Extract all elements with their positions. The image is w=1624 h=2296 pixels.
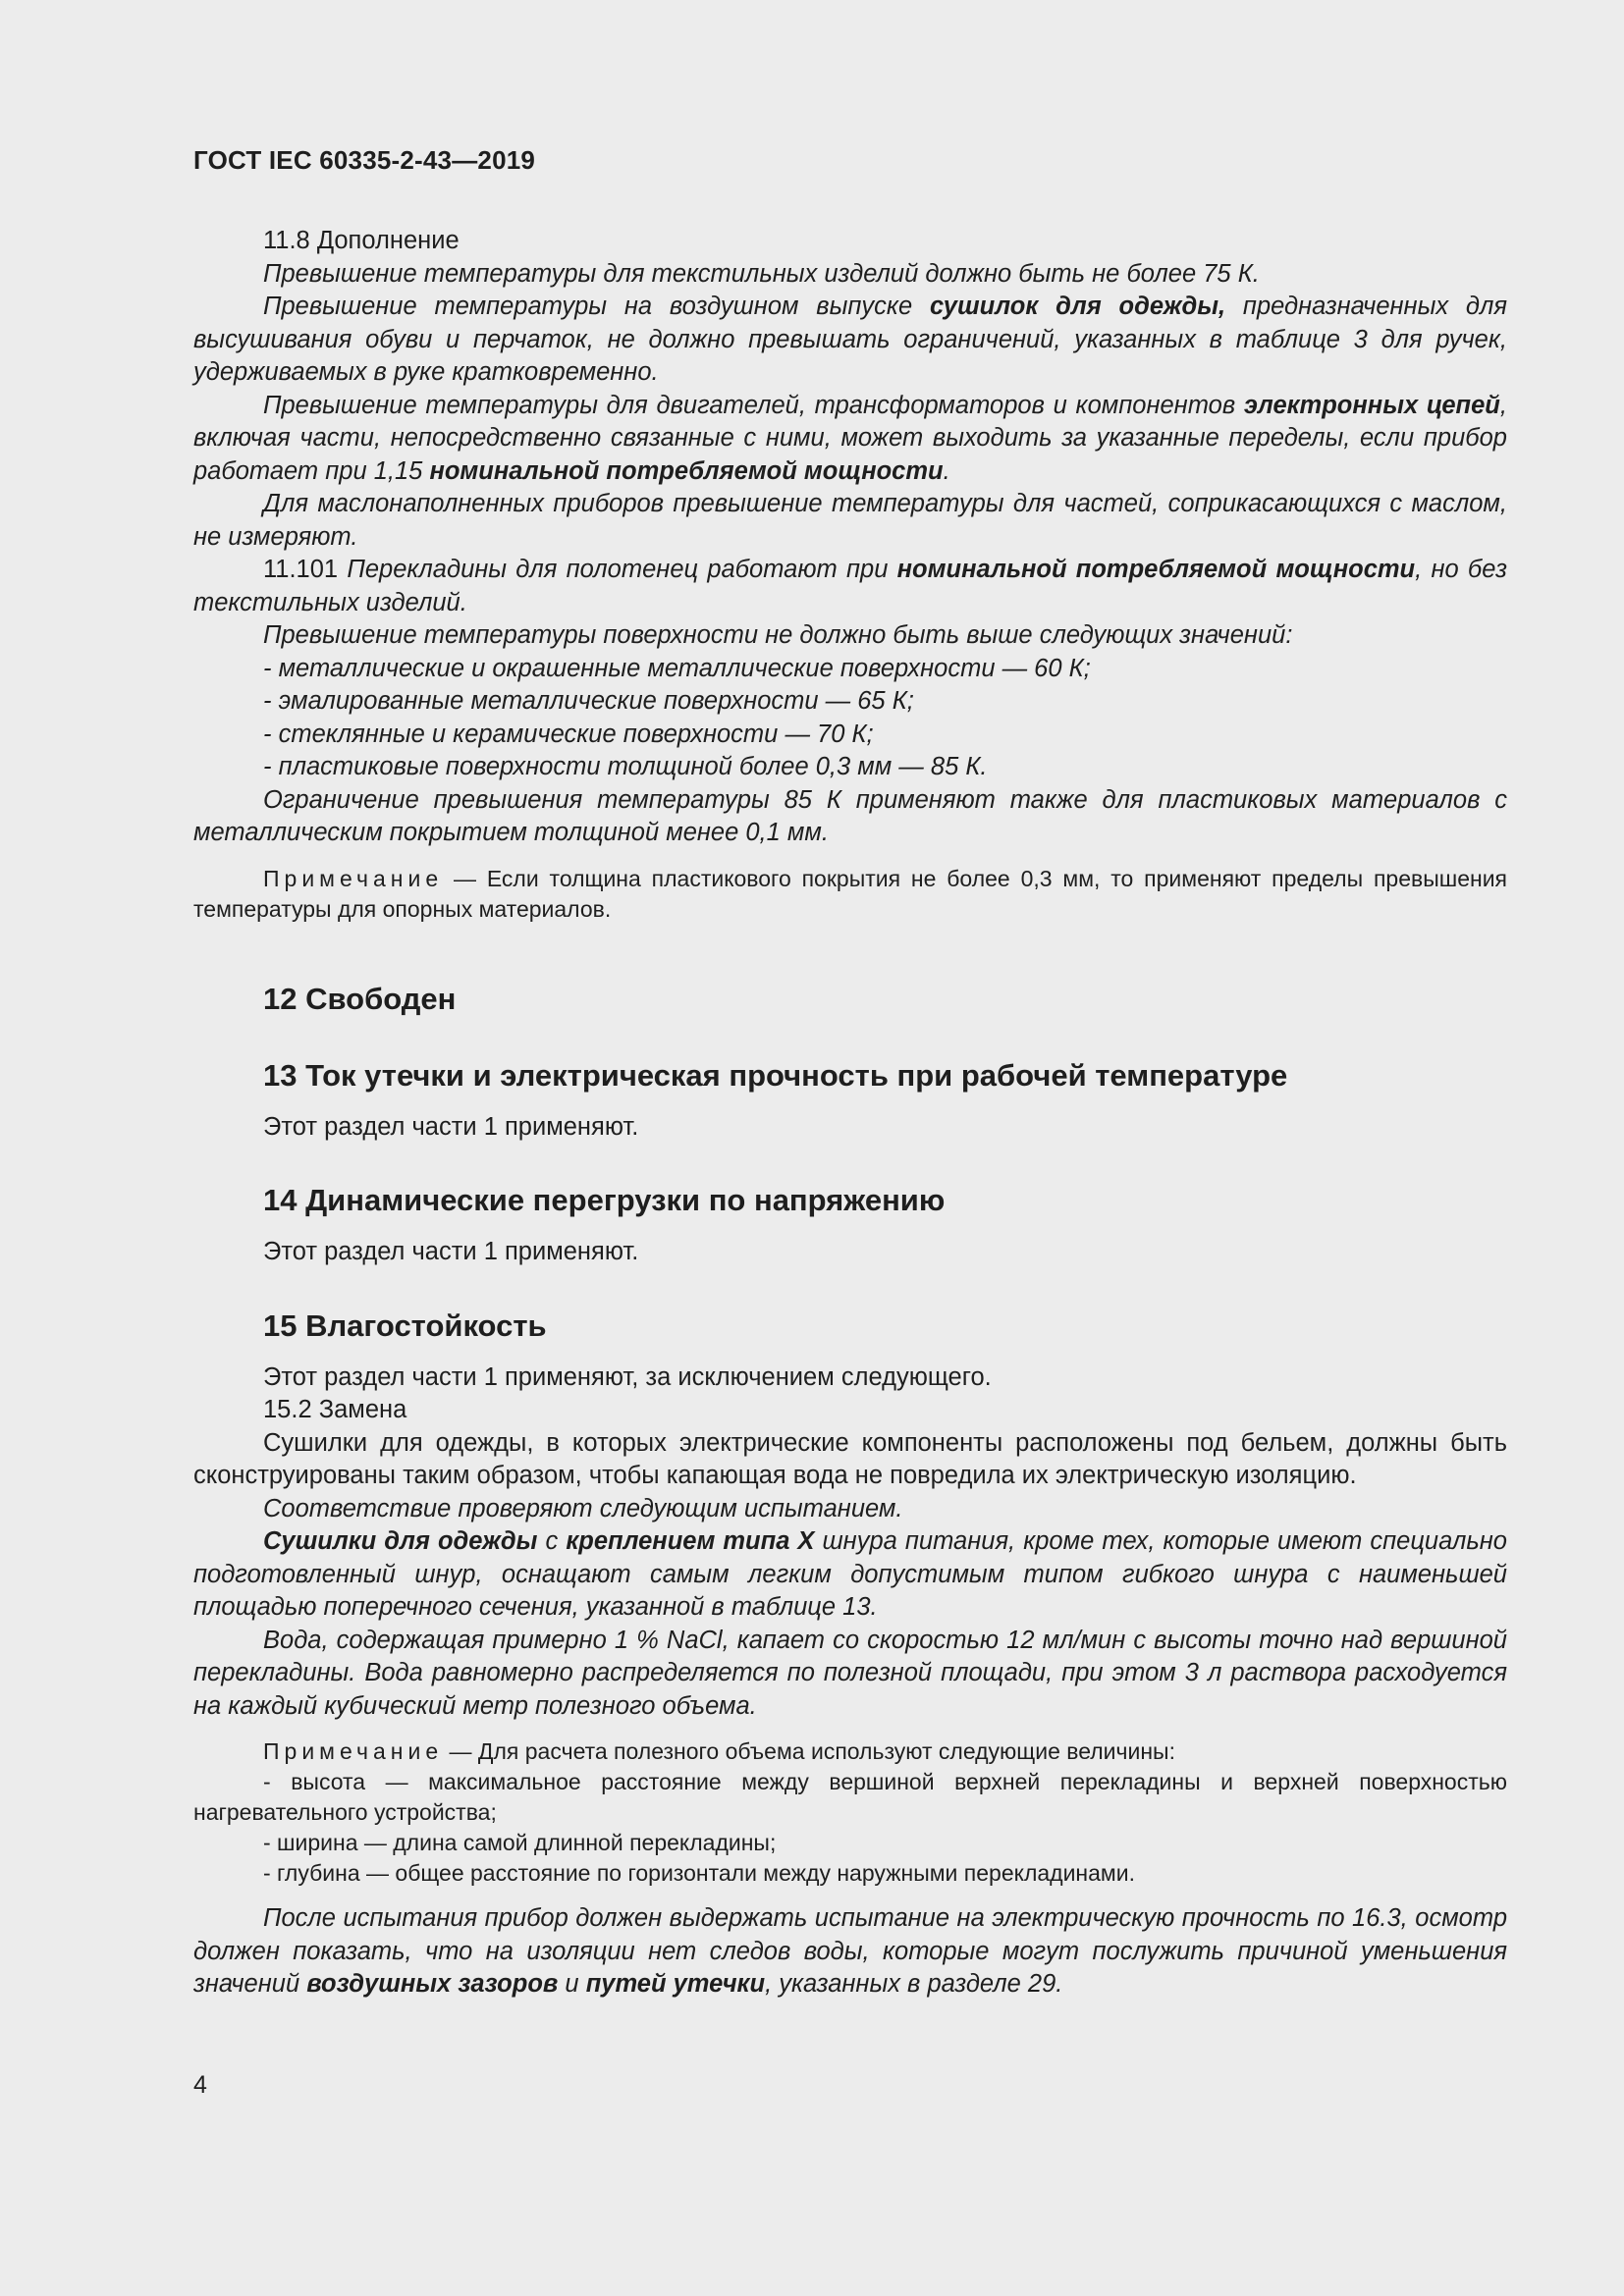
clause-11-8-paragraph-1: Превышение температуры для текстильных изделий должно быть не более 75 К. — [263, 259, 1260, 288]
term-bold: номинальной потребляемой мощности — [429, 456, 944, 485]
list-item: - пластиковые поверхности толщиной более 0,3 мм — 85 К. — [263, 753, 988, 780]
section-13-title: 13 Ток утечки и электрическая прочность при рабочей температуре — [263, 1057, 1288, 1093]
clause-11-8-paragraph-3 — [193, 390, 1507, 489]
clause-15-2-paragraph-4: Вода, содержащая примерно 1 % NaCl, капает со скоростью 12 мл/мин с высоты точно над вершиной перекладины. Вода равномерно распределяется по полезной площади, при этом 3 л раствора расходуется на каждый кубический метр полезного объема. — [193, 1626, 1507, 1720]
term-bold: электронных цепей — [1243, 391, 1500, 419]
clause-15-2-paragraph-2: Соответствие проверяют следующим испытанием. — [263, 1494, 903, 1522]
clause-15-2-heading: 15.2 Замена — [263, 1396, 407, 1423]
document-code-header: ГОСТ IEC 60335-2-43—2019 — [193, 145, 536, 175]
list-item: - эмалированные металлические поверхности — 65 К; — [263, 687, 914, 715]
note-label: Примечание — [263, 1738, 444, 1764]
section-15-text: Этот раздел части 1 применяют, за исключением следующего. — [263, 1362, 992, 1391]
list-item: - металлические и окрашенные металлические поверхности — 60 К; — [263, 654, 1091, 682]
clause-number: 11.101 — [263, 556, 348, 583]
section-15-title: 15 Влагостойкость — [263, 1308, 547, 1343]
note-11-101 — [193, 864, 1507, 925]
text-run: предназначенных для высушивания обуви и перчаток, не должно превышать ограничений, указанных в таблице 3 для ручек, удерживаемых в руке кратковременно. — [193, 293, 1508, 386]
section-12-title: 12 Свободен — [263, 981, 457, 1016]
clause-11-101-paragraph-2: Превышение температуры поверхности не должно быть выше следующих значений: — [263, 621, 1293, 649]
term-bold: Сушилки для одежды — [263, 1527, 538, 1555]
section-13-text: Этот раздел части 1 применяют. — [263, 1112, 639, 1141]
text-run: шнура питания, кроме тех, которые имеют специально подготовленный шнур, оснащают самым легким допустимым типом гибкого шнура с наименьшей площадью поперечного сечения, указанной в таблице 13. — [193, 1527, 1507, 1621]
text-run: Перекладины для полотенец работают при — [347, 556, 897, 583]
term-bold: номинальной потребляемой мощности — [896, 556, 1416, 583]
note-text: — Если толщина пластикового покрытия не более 0,3 мм, то применяют пределы превышения температуры для опорных материалов. — [193, 865, 1507, 922]
section-14-text: Этот раздел части 1 применяют. — [263, 1238, 639, 1265]
clause-11-101-paragraph-3: Ограничение превышения температуры 85 К применяют также для пластиковых материалов с металлическим покрытием толщиной менее 0,1 мм. — [193, 785, 1507, 846]
text-run: с — [537, 1527, 567, 1555]
text-run: . — [943, 456, 950, 485]
page-content — [193, 225, 1507, 2002]
clause-11-8-heading: 11.8 Дополнение — [263, 227, 460, 254]
text-run: и — [558, 1970, 586, 1998]
note-list-item: - ширина — длина самой длинной перекладины; — [263, 1830, 777, 1855]
term-bold: креплением типа X — [566, 1527, 815, 1555]
text-run: Превышение температуры на воздушном выпуске — [263, 293, 930, 320]
term-bold: сушилок для одежды, — [929, 293, 1226, 320]
clause-15-2-paragraph-5 — [193, 1902, 1507, 2002]
clause-11-101-paragraph-1 — [193, 554, 1507, 619]
page-number: 4 — [193, 2071, 207, 2099]
term-bold: путей утечки — [585, 1970, 766, 1998]
text-run: Превышение температуры для двигателей, трансформаторов и компонентов — [263, 391, 1244, 419]
text-run: , но без текстильных изделий. — [193, 556, 1508, 616]
text-run: После испытания прибор должен выдержать испытание на электрическую прочность по 16.3, осмотр должен показать, что на изоляции нет следов воды, которые могут послужить причиной уменьшения значений — [193, 1904, 1507, 1998]
note-list-item: - глубина — общее расстояние по горизонтали между наружными перекладинами. — [263, 1860, 1135, 1886]
clause-15-2-paragraph-1: Сушилки для одежды, в которых электрические компоненты расположены под бельем, должны быть сконструированы таким образом, чтобы капающая вода не повредила их электрическую изоляцию. — [193, 1428, 1507, 1489]
clause-15-2-paragraph-3 — [193, 1525, 1507, 1625]
clause-11-8-paragraph-2 — [193, 291, 1507, 390]
list-item: - стеклянные и керамические поверхности — 70 К; — [263, 720, 874, 748]
note-15-2 — [193, 1736, 1507, 1767]
clause-11-8-paragraph-4: Для маслонаполненных приборов превышение температуры для частей, соприкасающихся с маслом, не измеряют. — [193, 490, 1507, 551]
note-label: Примечание — [263, 865, 444, 891]
text-run: , указанных в разделе 29. — [765, 1970, 1063, 1998]
term-bold: воздушных зазоров — [306, 1970, 559, 1998]
note-text: — Для расчета полезного объема используют следующие величины: — [443, 1738, 1175, 1764]
section-14-title: 14 Динамические перегрузки по напряжению — [263, 1183, 946, 1217]
note-list-item: - высота — максимальное расстояние между вершиной верхней перекладины и верхней поверхностью нагревательного устройства; — [193, 1769, 1507, 1825]
text-run: , включая части, непосредственно связанные с ними, может выходить за указанные переделы, если прибор работает при 1,15 — [193, 391, 1507, 485]
